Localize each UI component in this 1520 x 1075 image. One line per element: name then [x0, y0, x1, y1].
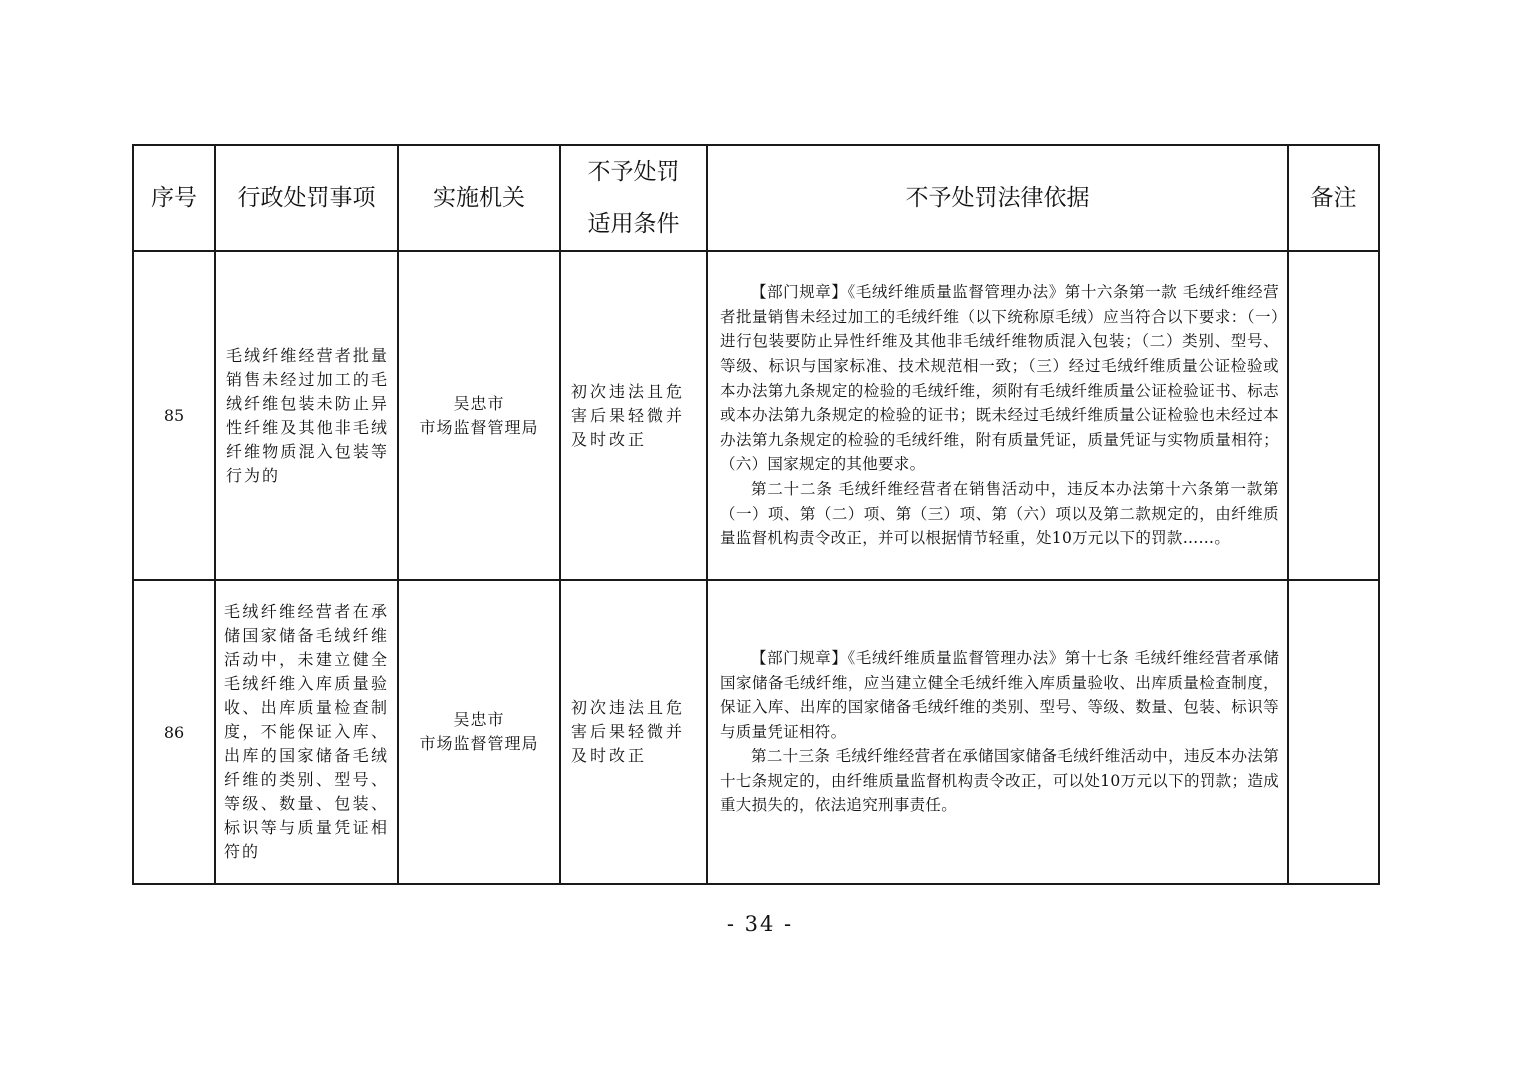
header-num: 序号 [133, 145, 215, 251]
row-agency [398, 251, 560, 580]
row-item: 毛绒纤维经营者在承储国家储备毛绒纤维活动中，未建立健全毛绒纤维入库质量验收、出库质量检查制度，不能保证入库、出库的国家储备毛绒纤维的类别、型号、等级、数量、包装、标识等与质量凭证相符的 [215, 580, 398, 884]
row-basis-paragraph: 【部门规章】《毛绒纤维质量监督管理办法》第十七条 毛绒纤维经营者承储国家储备毛绒纤维，应当建立健全毛绒纤维入库质量验收、出库质量检查制度，保证入库、出库的国家储备毛绒纤维的类别、型号、等级、数量、包装、标识等与质量凭证相符。 [720, 648, 1279, 741]
header-condition-line2: 适用条件 [587, 211, 680, 237]
row-agency-line1: 吴忠市 [453, 710, 505, 729]
table-row [133, 251, 1379, 580]
row-basis-paragraph: 【部门规章】《毛绒纤维质量监督管理办法》第十六条第一款 毛绒纤维经营者批量销售未经过加工的毛绒纤维（以下统称原毛绒）应当符合以下要求：（一）进行包装要防止异性纤维及其他非毛绒纤维物质混入包装；（二）类别、型号、等级、标识与国家标准、技术规范相一致；（三）经过毛绒纤维质量公证检验或本办法第九条规定的检验的毛绒纤维，须附有毛绒纤维质量公证检验证书、标志或本办法第九条规定的检验的证书；既未经过毛绒纤维质量公证检验也未经过本办法第九条规定的检验的毛绒纤维，附有质量凭证，质量凭证与实物质量相符；（六）国家规定的其他要求。 [720, 283, 1279, 474]
header-item: 行政处罚事项 [215, 145, 398, 251]
row-basis-paragraph: 第二十二条 毛绒纤维经营者在销售活动中，违反本办法第十六条第一款第（一）项、第（二）项、第（三）项、第（六）项以及第二款规定的，由纤维质量监督机构责令改正，并可以根据情节轻重，处10万元以下的罚款……。 [720, 479, 1279, 548]
row-basis [707, 580, 1288, 884]
row-condition: 初次违法且危害后果轻微并及时改正 [560, 251, 707, 580]
row-condition: 初次违法且危害后果轻微并及时改正 [560, 580, 707, 884]
header-note: 备注 [1288, 145, 1379, 251]
header-condition-line1: 不予处罚 [587, 159, 680, 185]
row-note [1288, 251, 1379, 580]
row-num: 85 [133, 251, 215, 580]
row-agency-line2: 市场监督管理局 [419, 417, 539, 437]
page-number: - 34 - [726, 912, 794, 936]
header-basis: 不予处罚法律依据 [707, 145, 1288, 251]
row-basis-paragraph: 第二十三条 毛绒纤维经营者在承储国家储备毛绒纤维活动中，违反本办法第十七条规定的，由纤维质量监督机构责令改正，可以处10万元以下的罚款；造成重大损失的，依法追究刑事责任。 [720, 747, 1279, 815]
penalty-table [132, 144, 1380, 885]
table-row [133, 580, 1379, 884]
row-agency [398, 580, 560, 884]
row-item: 毛绒纤维经营者批量销售未经过加工的毛绒纤维包装未防止异性纤维及其他非毛绒纤维物质混入包装等行为的 [215, 251, 398, 580]
header-agency: 实施机关 [398, 145, 560, 251]
header-condition [560, 145, 707, 251]
row-num: 86 [133, 580, 215, 884]
row-basis [707, 251, 1288, 580]
row-agency-line1: 吴忠市 [453, 393, 505, 413]
row-agency-line2: 市场监督管理局 [419, 734, 539, 753]
row-note [1288, 580, 1379, 884]
table-header-row [133, 145, 1379, 251]
